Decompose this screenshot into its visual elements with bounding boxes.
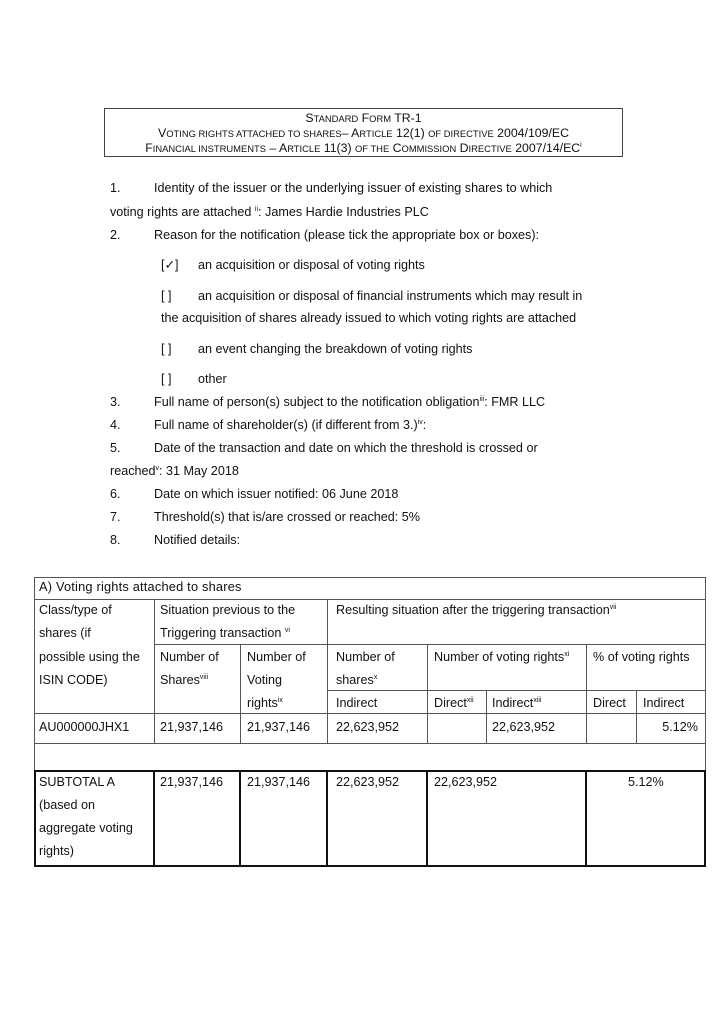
form-subtitle-1: VOTING RIGHTS ATTACHED TO SHARES– ARTICLE 12(1) OF DIRECTIVE 2004/109/EC (158, 126, 569, 140)
checkbox-3: [ ] (161, 342, 172, 356)
header-percent-direct: Direct (593, 696, 626, 710)
form-title: STANDARD FORM TR-1 (305, 111, 422, 125)
cell-previous-shares: 21,937,146 (160, 720, 224, 734)
header-number-of-shares-2: Shares$^{viii}$ (160, 673, 209, 687)
item-6-text: Date on which issuer notified: 06 June 2018 (154, 487, 399, 501)
header-class-type-3: possible using the (39, 650, 140, 664)
item-5-text-cont: reached$^v$: 31 May 2018 (110, 464, 239, 478)
item-1-text-cont: voting rights are attached $^{ii}$: James Hardie Industries PLC (110, 205, 429, 219)
subtotal-percent: 5.12% (628, 775, 664, 789)
item-number-4: 4. (110, 418, 121, 432)
header-previous-situation: Situation previous to the (160, 603, 296, 617)
header-voting-rights-indirect: Indirect$^{xiii}$ (492, 696, 542, 710)
form-title-box (104, 108, 623, 157)
item-4-text: Full name of shareholder(s) (if different from 3.)$^{iv}$: (154, 418, 427, 432)
cell-resulting-shares: 22,623,952 (336, 720, 400, 734)
cell-percent-indirect: 5.12% (662, 720, 698, 734)
option-2-label: an acquisition or disposal of financial instruments which may result in (198, 289, 583, 303)
subtotal-label-2: (based on (39, 798, 96, 812)
subtotal-previous-voting-rights: 21,937,146 (247, 775, 311, 789)
item-8-text: Notified details: (154, 533, 241, 547)
header-resulting-shares-indirect: Indirect (336, 696, 378, 710)
header-resulting-voting-rights: Number of voting rights$^{xi}$ (434, 650, 570, 664)
checkbox-1: [✓] (161, 258, 179, 272)
header-resulting-situation: Resulting situation after the triggering transaction$^{vii}$ (336, 603, 617, 617)
cell-previous-voting-rights: 21,937,146 (247, 720, 311, 734)
checkbox-2: [ ] (161, 289, 172, 303)
cell-isin: AU000000JHX1 (39, 720, 130, 734)
header-voting-rights-direct: Direct$^{xii}$ (434, 696, 474, 710)
option-3-label: an event changing the breakdown of voting rights (198, 342, 473, 356)
option-1-label: an acquisition or disposal of voting rights (198, 258, 425, 272)
header-previous-situation-2: Triggering transaction $^{vi}$ (160, 626, 290, 640)
header-number-of-voting-rights-2: Voting (247, 673, 283, 687)
subtotal-label-3: aggregate voting (39, 821, 133, 835)
cell-voting-rights-indirect: 22,623,952 (492, 720, 556, 734)
header-resulting-shares: Number of (336, 650, 395, 664)
form-subtitle-2: FINANCIAL INSTRUMENTS – ARTICLE 11(3) OF THE COMMISSION DIRECTIVE $2007/14/EC^i$ (145, 141, 582, 155)
option-4-label: other (198, 372, 227, 386)
header-percent-voting-rights: % of voting rights (593, 650, 690, 664)
header-class-type-2: shares (if (39, 626, 91, 640)
header-class-type-4: ISIN CODE) (39, 673, 108, 687)
item-5-text: Date of the transaction and date on which the threshold is crossed or (154, 441, 538, 455)
item-number-3: 3. (110, 395, 121, 409)
header-resulting-shares-2: shares$^x$ (336, 673, 378, 687)
item-1-text: Identity of the issuer or the underlying issuer of existing shares to which (154, 181, 553, 195)
item-number-7: 7. (110, 510, 121, 524)
subtotal-label: SUBTOTAL A (39, 775, 116, 789)
header-class-type: Class/type of (39, 603, 112, 617)
header-percent-indirect: Indirect (643, 696, 685, 710)
subtotal-resulting-shares: 22,623,952 (336, 775, 400, 789)
header-number-of-shares: Number of (160, 650, 219, 664)
item-number-6: 6. (110, 487, 121, 501)
checkbox-4: [ ] (161, 372, 172, 386)
item-number-2: 2. (110, 228, 121, 242)
item-2-text: Reason for the notification (please tick the appropriate box or boxes): (154, 228, 540, 242)
subtotal-previous-shares: 21,937,146 (160, 775, 224, 789)
subtotal-resulting-voting-rights: 22,623,952 (434, 775, 498, 789)
voting-rights-table (34, 577, 706, 867)
option-2-label-cont: the acquisition of shares already issued to which voting rights are attached (161, 311, 577, 325)
item-number-1: 1. (110, 181, 121, 195)
header-number-of-voting-rights-3: rights$^{ix}$ (247, 696, 283, 710)
subtotal-label-4: rights) (39, 844, 74, 858)
item-number-8: 8. (110, 533, 121, 547)
header-number-of-voting-rights: Number of (247, 650, 306, 664)
item-7-text: Threshold(s) that is/are crossed or reached: 5% (154, 510, 420, 524)
table-title: A) Voting rights attached to shares (39, 579, 242, 594)
item-3-text: Full name of person(s) subject to the notification obligation$^{iii}$: FMR LLC (154, 395, 546, 409)
item-number-5: 5. (110, 441, 121, 455)
